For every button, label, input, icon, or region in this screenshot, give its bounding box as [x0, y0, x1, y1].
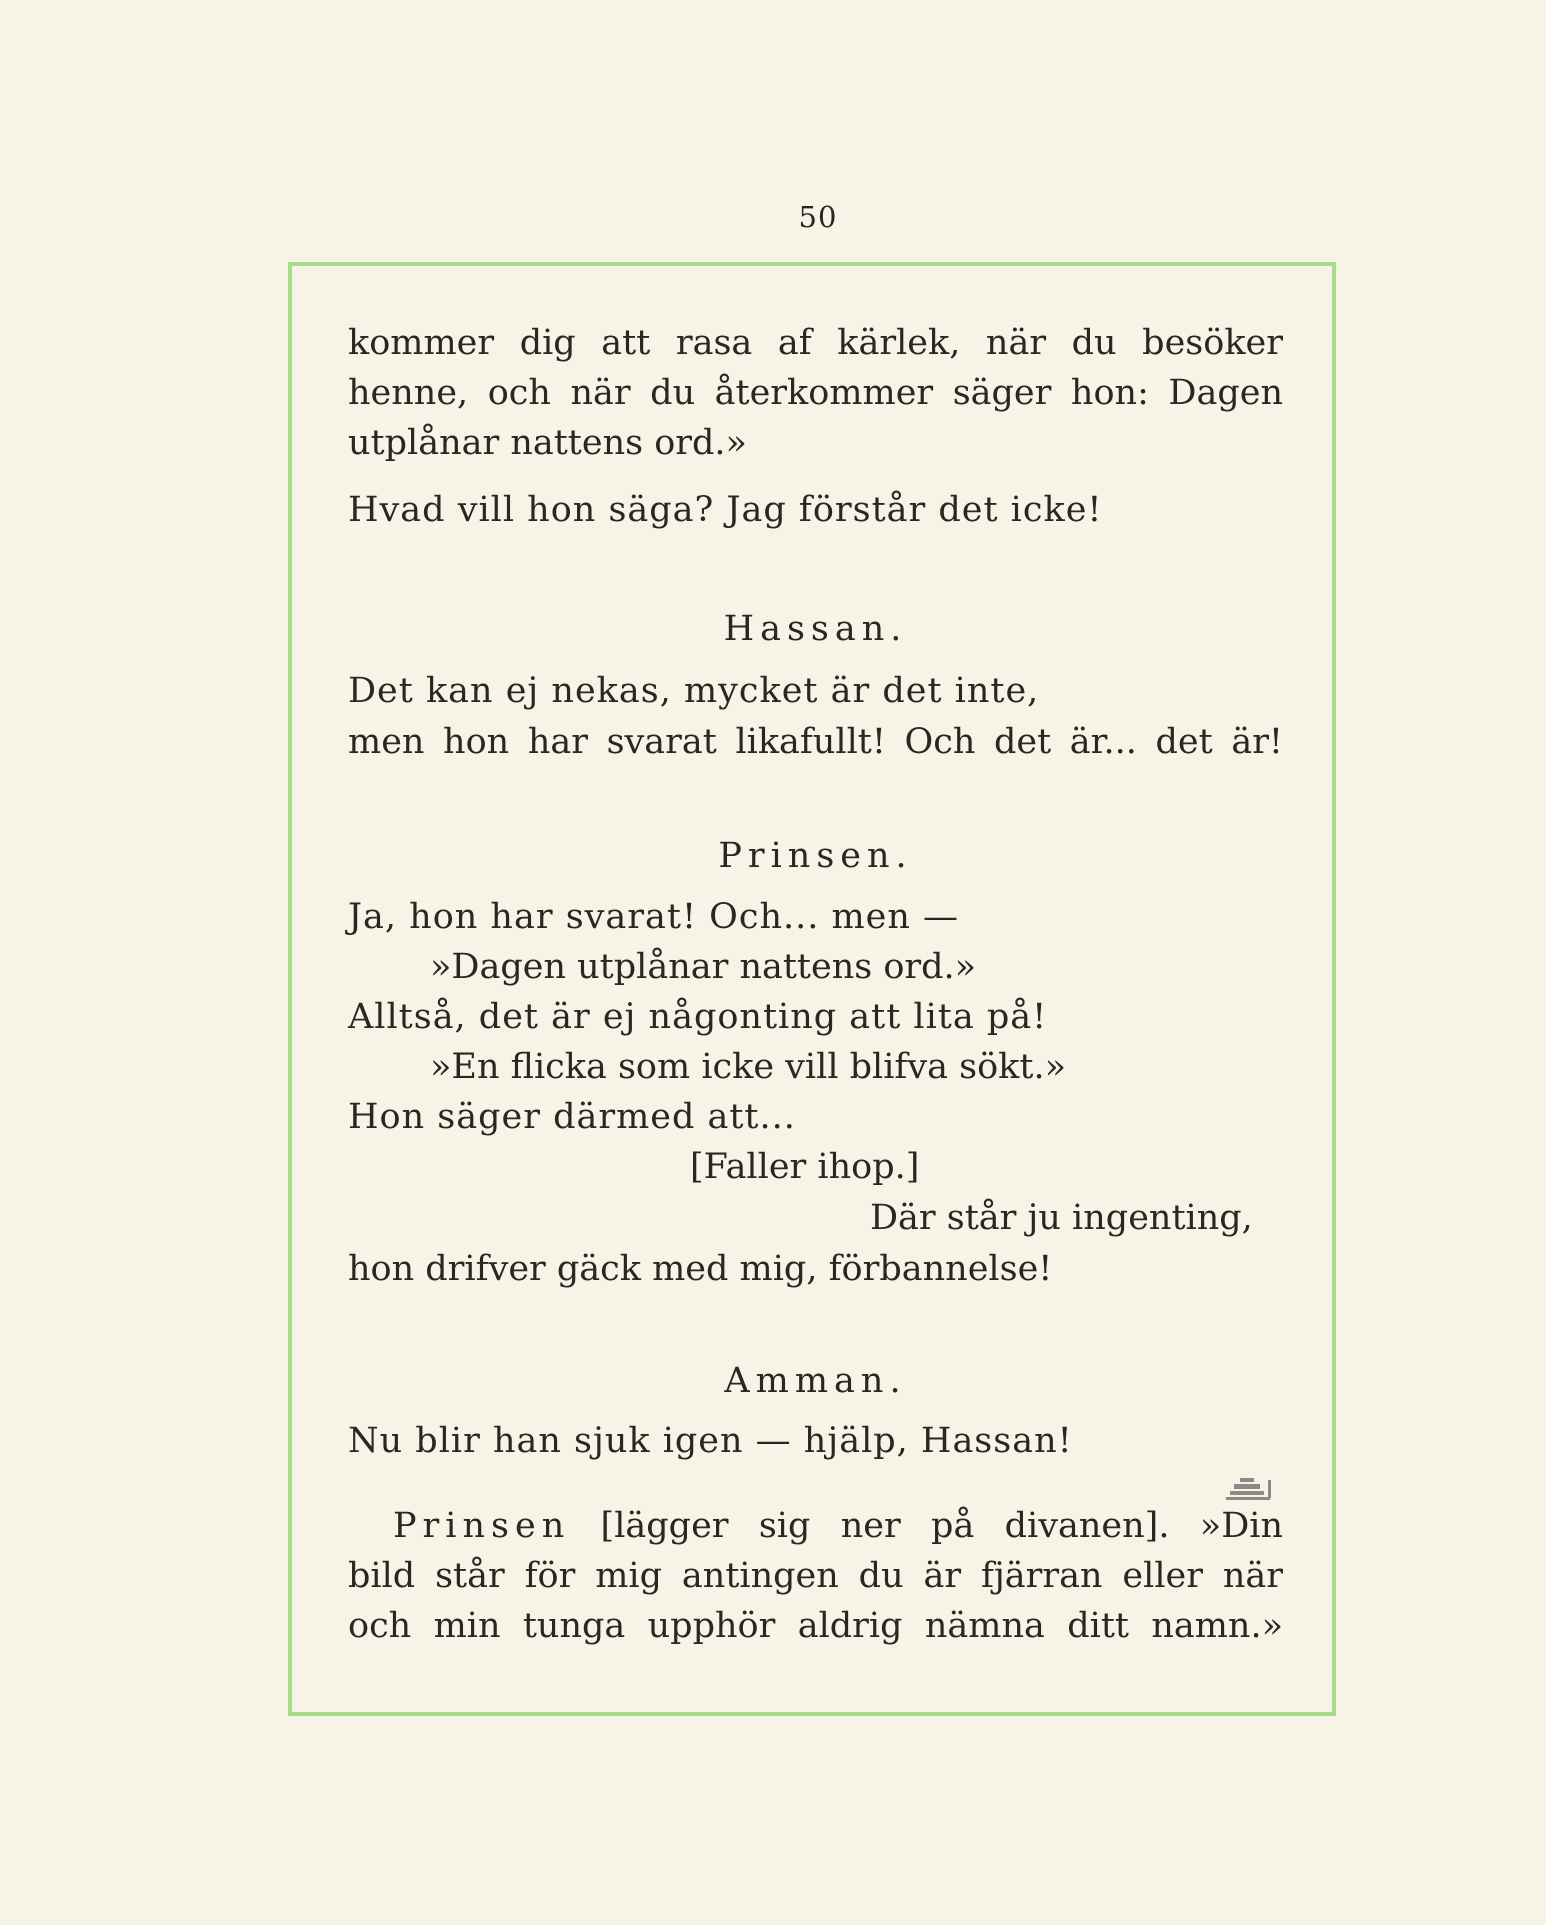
verse-line: Där står ju ingenting,: [870, 1198, 1253, 1238]
verse-line: Ja, hon har svarat! Och... men —: [348, 897, 960, 937]
text-line: henne, och när du återkommer säger hon: Dagen: [348, 373, 1283, 413]
page-number: 50: [798, 200, 838, 234]
speaker-name: Hassan.: [723, 609, 908, 649]
text-line: [348, 1503, 1283, 1549]
verse-line: Det kan ej nekas, mycket är det inte,: [348, 671, 1040, 711]
speaker-name: Amman.: [724, 1361, 907, 1401]
verse-line: men hon har svarat likafullt! Och det är... det är!: [348, 722, 1283, 762]
ink-smudge-icon: [1222, 1476, 1276, 1504]
verse-line: Nu blir han sjuk igen — hjälp, Hassan!: [348, 1421, 1073, 1461]
text-line: bild står för mig antingen du är fjärran eller när: [348, 1556, 1283, 1596]
verse-line: Alltså, det är ej någonting att lita på!: [348, 997, 1048, 1037]
text-line: Hvad vill hon säga? Jag förstår det icke!: [348, 490, 1103, 530]
verse-line: »Dagen utplånar nattens ord.»: [430, 947, 977, 987]
speaker-name-inline: Prinsen: [393, 1506, 571, 1546]
stage-direction: [lägger sig ner på divanen]. »Din: [570, 1506, 1283, 1546]
verse-line: Hon säger därmed att...: [348, 1097, 796, 1137]
speaker-name: Prinsen.: [718, 836, 913, 876]
text-line: och min tunga upphör aldrig nämna ditt namn.»: [348, 1606, 1283, 1646]
verse-line: hon drifver gäck med mig, förbannelse!: [348, 1249, 1053, 1289]
verse-line: »En flicka som icke vill blifva sökt.»: [430, 1047, 1066, 1087]
text-line: utplånar nattens ord.»: [348, 423, 747, 463]
text-line: kommer dig att rasa af kärlek, när du besöker: [348, 323, 1283, 363]
stage-direction: [Faller ihop.]: [690, 1147, 920, 1187]
